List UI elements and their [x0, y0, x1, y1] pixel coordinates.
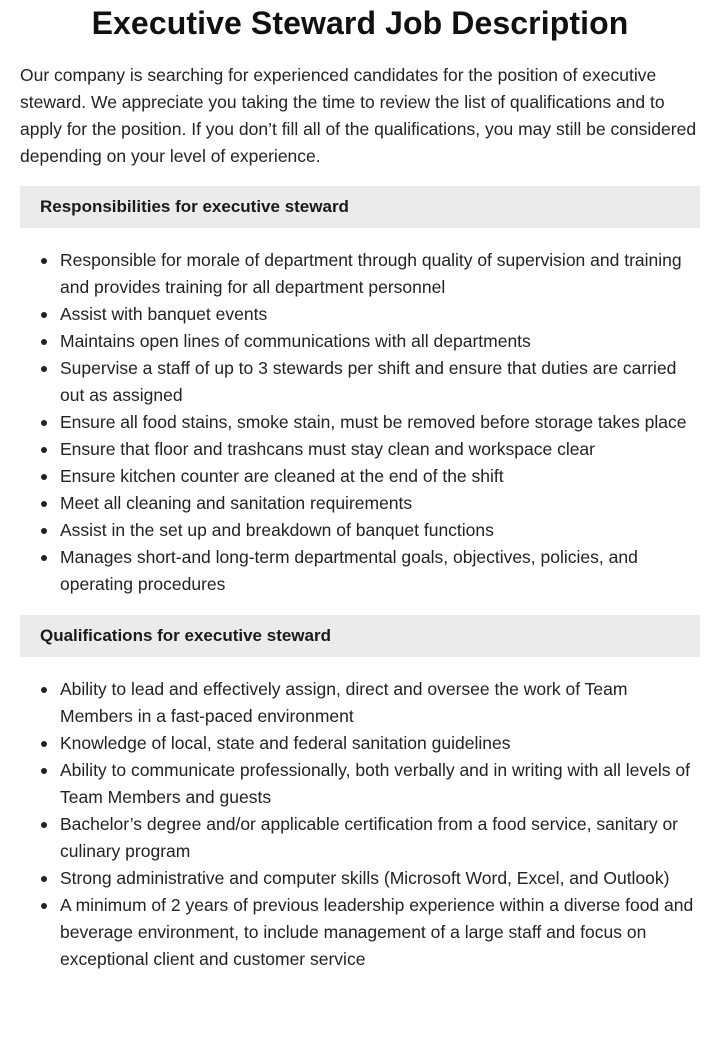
list-item: Assist in the set up and breakdown of banquet functions — [20, 517, 700, 544]
qualifications-heading: Qualifications for executive steward — [20, 615, 700, 657]
list-item: Knowledge of local, state and federal sanitation guidelines — [20, 730, 700, 757]
list-item: Ability to lead and effectively assign, direct and oversee the work of Team Members in a fast-paced environment — [20, 676, 700, 730]
responsibilities-heading: Responsibilities for executive steward — [20, 186, 700, 228]
list-item: Maintains open lines of communications with all departments — [20, 328, 700, 355]
list-item: Ensure all food stains, smoke stain, must be removed before storage takes place — [20, 409, 700, 436]
list-item: Bachelor’s degree and/or applicable certification from a food service, sanitary or culinary program — [20, 811, 700, 865]
list-item: Meet all cleaning and sanitation requirements — [20, 490, 700, 517]
list-item: Ensure that floor and trashcans must stay clean and workspace clear — [20, 436, 700, 463]
list-item: Ability to communicate professionally, both verbally and in writing with all levels of Team Members and guests — [20, 757, 700, 811]
list-item: Ensure kitchen counter are cleaned at the end of the shift — [20, 463, 700, 490]
intro-paragraph: Our company is searching for experienced candidates for the position of executive steward. We appreciate you taking the time to review the list of qualifications and to apply for the position. If you don’t fill all of the qualifications, you may still be considered depending on your level of experience. — [20, 65, 697, 166]
list-item: Responsible for morale of department through quality of supervision and training and provides training for all department personnel — [20, 247, 700, 301]
responsibilities-list — [20, 247, 700, 598]
page-title: Executive Steward Job Description — [91, 5, 629, 41]
list-item: Strong administrative and computer skills (Microsoft Word, Excel, and Outlook) — [20, 865, 700, 892]
list-item: Supervise a staff of up to 3 stewards per shift and ensure that duties are carried out as assigned — [20, 355, 700, 409]
list-item: Assist with banquet events — [20, 301, 700, 328]
list-item: A minimum of 2 years of previous leadership experience within a diverse food and beverage environment, to include management of a large staff and focus on exceptional client and customer service — [20, 892, 700, 973]
list-item: Manages short-and long-term departmental goals, objectives, policies, and operating procedures — [20, 544, 700, 598]
qualifications-list — [20, 676, 700, 973]
